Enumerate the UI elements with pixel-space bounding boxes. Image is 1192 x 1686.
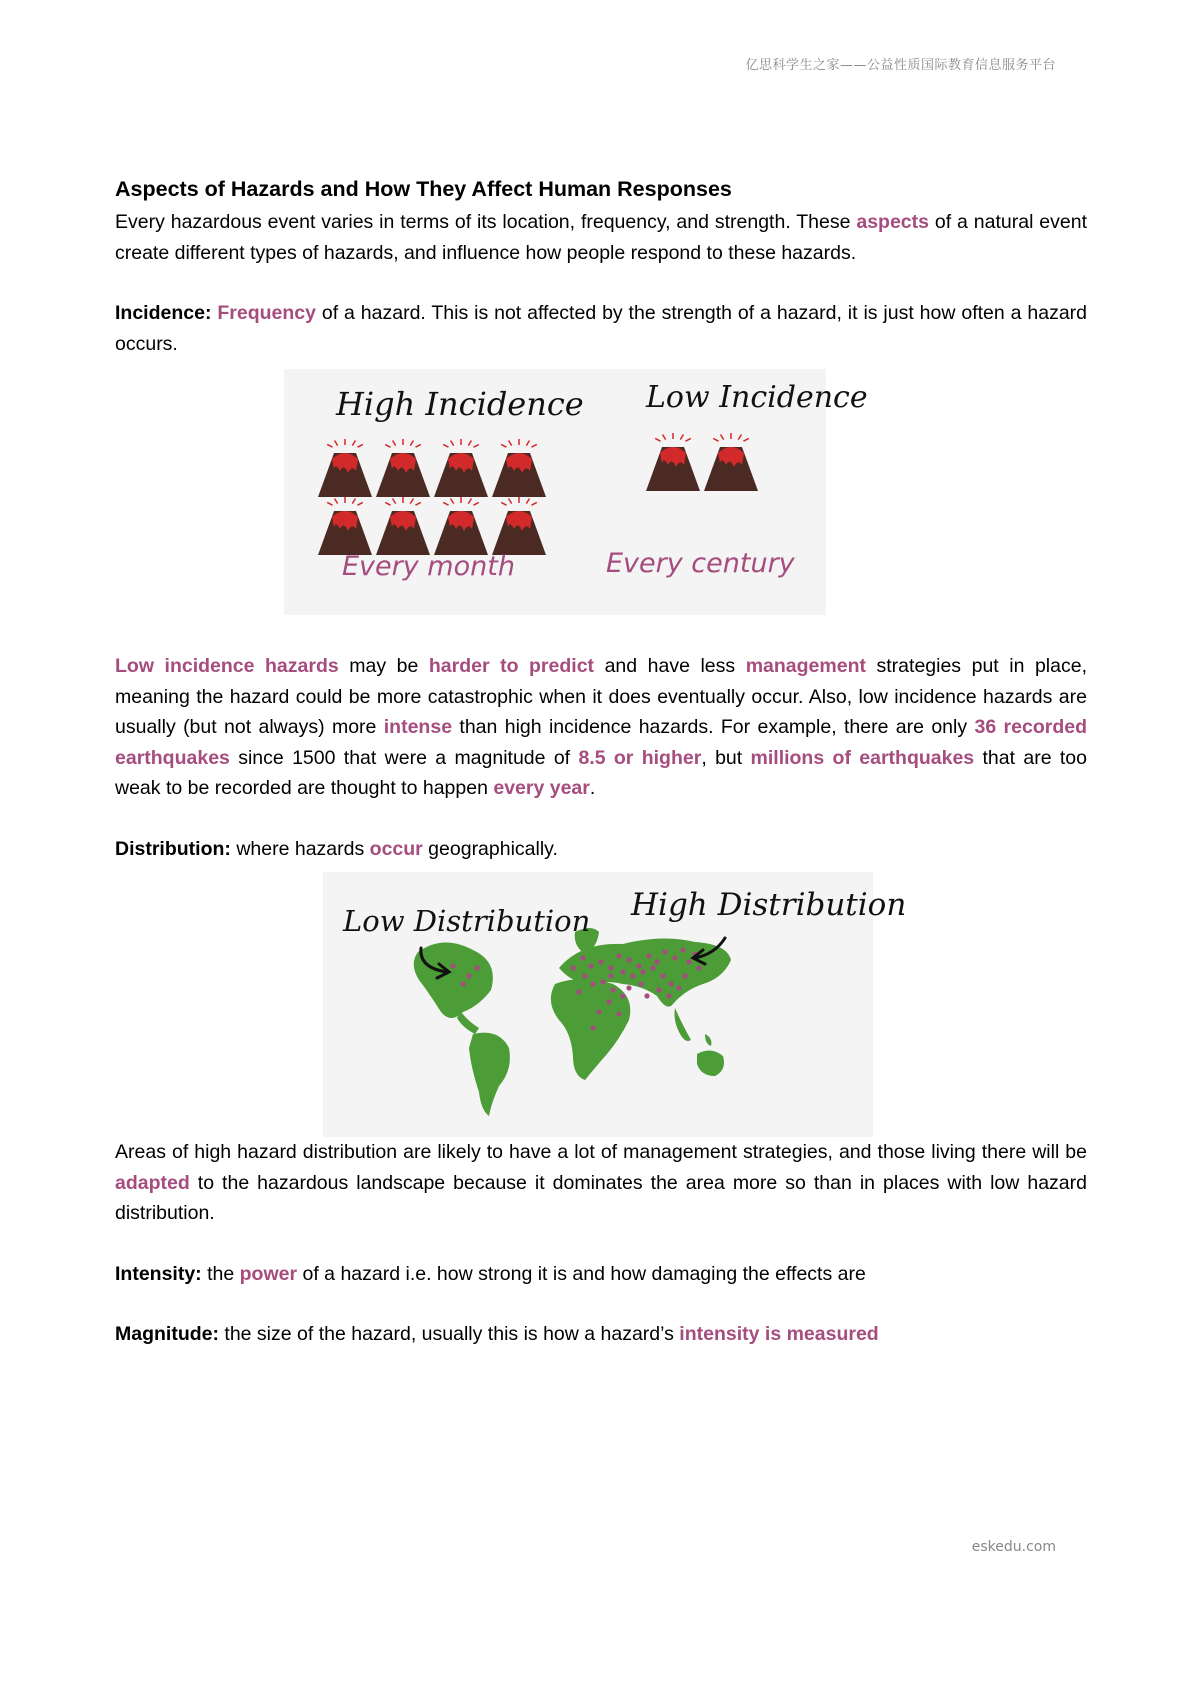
low-incidence-volcano [704,433,758,491]
intensity-paragraph: Intensity: the power of a hazard i.e. how strong it is and how damaging the effects are [115,1262,866,1285]
high-incidence-volcano [318,439,372,497]
low-incidence-caption: Every century [606,548,795,579]
distribution-detail-paragraph: Areas of high hazard distribution are likely to have a lot of management strategies, and those living there will be adapted to the hazardous landscape because it dominates the area more so than in places with low hazard distribution. [115,1141,1087,1224]
term-magnitude: Magnitude: [115,1323,219,1345]
hazard-dot [672,955,677,960]
term-distribution: Distribution: [115,837,231,860]
hazard-dot [616,953,621,958]
low-incidence-volcano [646,433,700,491]
hazard-dot [654,959,659,964]
hazard-dot [616,1011,621,1016]
hazard-dot [590,981,595,986]
highlight: power [239,1262,298,1285]
hazard-dot [668,981,673,986]
hazard-dot [582,973,587,978]
hazard-dot [576,989,581,994]
hazard-dot [682,973,687,978]
hazard-dot [626,985,631,990]
term-incidence: Incidence: [115,302,212,324]
document-body [115,175,1087,1350]
hazard-dot [590,1025,595,1030]
hazard-dot [676,985,681,990]
hazard-dot [650,965,655,970]
high-incidence-label: High Incidence [336,385,584,423]
distribution-paragraph: Distribution: where hazards occur geographically. [115,837,558,860]
hazard-dot [626,957,631,962]
hazard-dot [580,955,585,960]
hazard-dot [638,981,643,986]
hazard-dot [600,979,605,984]
incidence-paragraph: Incidence: Frequency of a hazard. This is not affected by the strength of a hazard, it is just how often a hazard occurs. [115,302,1087,355]
southeast-asia-shape [675,1008,692,1041]
hazard-dot [640,969,645,974]
high-incidence-volcano [376,497,430,555]
hazard-dot [696,965,701,970]
high-incidence-volcano [434,439,488,497]
south-america-shape [469,1033,510,1116]
hazard-dot [620,969,625,974]
hazard-dot [474,965,479,970]
high-incidence-volcano [434,497,488,555]
north-america-shape [414,942,493,1018]
hazard-dot [466,973,471,978]
term-intensity: Intensity: [115,1262,202,1285]
hazard-dot [460,981,465,986]
hazard-dot [598,959,603,964]
hazard-dot [656,987,661,992]
hazard-dot [610,987,615,992]
high-distribution-label: High Distribution [631,887,907,923]
highlight: management [745,655,866,677]
hazard-dot [660,973,665,978]
magnitude-paragraph: Magnitude: the size of the hazard, usually this is how a hazard’s intensity is measured [115,1323,879,1345]
intro-paragraph: Every hazardous event varies in terms of its location, frequency, and strength. These aspects of a natural event create different types of hazards, and influence how people respond to these hazards. [115,211,1087,264]
highlight: intense [383,716,453,738]
highlight: millions of earthquakes [750,746,975,769]
high-incidence-volcano [492,497,546,555]
low-distribution-label: Low Distribution [343,904,591,938]
hazard-dot [608,965,613,970]
low-incidence-paragraph: Low incidence hazards may be harder to predict and have less management strategies put in place, meaning the hazard could be more catastrophic when it does eventually occur. Also, low incidence hazards are usually (but not always) more intense than high incidence hazards. For example, there are only 36 recorded earthquakes since 1500 that were a magnitude of 8.5 or higher, but millions of earthquakes that are too weak to be recorded are thought to happen every year. [115,655,1087,799]
highlight: 8.5 or higher [578,746,702,769]
low-incidence-label: Low Incidence [646,380,868,415]
hazard-dot [570,965,575,970]
page-title: Aspects of Hazards and How They Affect Human Responses [115,177,732,201]
highlight: occur [369,837,423,860]
highlight: Low incidence hazards [115,655,339,677]
africa-shape [551,979,630,1080]
high-incidence-caption: Every month [342,551,515,582]
footer-note: eskedu.com [971,1539,1056,1555]
hazard-dot [686,959,691,964]
hazard-dot [606,999,611,1004]
hazard-dot [662,949,667,954]
hazard-dot [644,993,649,998]
hazard-dot [666,993,671,998]
distribution-figure [323,872,907,1137]
highlight: Frequency [217,302,316,324]
high-incidence-volcano [318,497,372,555]
highlight: aspects [856,211,929,233]
hazard-dot [608,973,613,978]
highlight: intensity is measured [679,1323,879,1345]
hazard-dot [588,963,593,968]
incidence-figure [284,369,868,615]
highlight: harder to predict [428,655,595,677]
central-america-shape [457,1012,479,1034]
highlight: every year [493,777,590,799]
hazard-dot [620,993,625,998]
island-shape [705,1034,711,1046]
high-incidence-volcano [492,439,546,497]
hazard-dot [646,953,651,958]
hazard-dot [450,963,455,968]
header-note: 亿思科学生之家——公益性质国际教育信息服务平台 [745,58,1056,73]
highlight: 36 recorded earthquakes [115,716,1087,769]
hazard-dot [636,963,641,968]
australia-shape [697,1050,724,1076]
hazard-dot [680,947,685,952]
hazard-dot [630,973,635,978]
highlight: adapted [115,1171,190,1194]
hazard-dot [596,1009,601,1014]
high-incidence-volcano [376,439,430,497]
